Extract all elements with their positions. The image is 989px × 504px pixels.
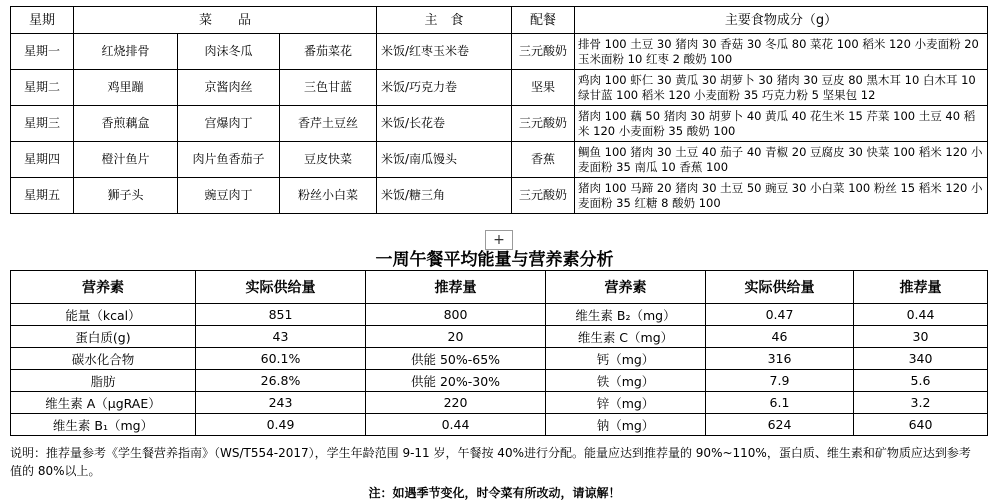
nutrient-name: 维生素 A（μgRAE） <box>11 392 196 414</box>
menu-ingredients: 鲷鱼 100 猪肉 30 土豆 40 茄子 40 青椒 20 豆腐皮 30 快菜 100 稻米 120 小麦面粉 35 南瓜 10 香蕉 100 <box>575 142 988 178</box>
menu-staple: 米饭/南瓜馒头 <box>377 142 512 178</box>
footer-note: 注：如遇季节变化，时令菜有所改动，请谅解！ <box>368 486 621 500</box>
nutrient-recommended: 220 <box>366 392 546 414</box>
explanation-note: 说明：推荐量参考《学生餐营养指南》（WS/T554-2017），学生年龄范围 9-11 岁，午餐按 40%进行分配。能量应达到推荐量的 90%~110%，蛋白质、维生素和矿物质应达到参考值的 80%以上。 <box>10 446 971 478</box>
nutrition-header-recommended: 推荐量 <box>854 271 988 304</box>
nutrient-recommended: 供能 20%-30% <box>366 370 546 392</box>
nutrient-name: 钙（mg） <box>546 348 706 370</box>
menu-header-ingredients: 主要食物成分（g） <box>575 7 988 34</box>
menu-day: 星期二 <box>11 70 74 106</box>
nutrient-actual: 624 <box>706 414 854 436</box>
section-title: 一周午餐平均能量与营养素分析 <box>375 250 614 270</box>
menu-ingredients: 猪肉 100 马蹄 20 猪肉 30 土豆 50 豌豆 30 小白菜 100 粉丝 15 稻米 120 小麦面粉 35 红糖 8 酸奶 100 <box>575 178 988 214</box>
menu-dish: 豌豆肉丁 <box>178 178 280 214</box>
nutrient-name: 维生素 C（mg） <box>546 326 706 348</box>
nutrient-actual: 60.1% <box>196 348 366 370</box>
menu-dish: 豆皮快菜 <box>280 142 377 178</box>
nutrient-name: 蛋白质(g) <box>11 326 196 348</box>
menu-dish: 橙汁鱼片 <box>74 142 178 178</box>
menu-row <box>11 106 988 142</box>
nutrient-recommended: 30 <box>854 326 988 348</box>
menu-header-staple: 主 食 <box>377 7 512 34</box>
nutrient-actual: 0.49 <box>196 414 366 436</box>
nutrient-actual: 7.9 <box>706 370 854 392</box>
menu-header-side: 配餐 <box>512 7 575 34</box>
nutrient-recommended: 5.6 <box>854 370 988 392</box>
nutrient-recommended: 0.44 <box>366 414 546 436</box>
menu-day: 星期一 <box>11 34 74 70</box>
menu-dish: 番茄菜花 <box>280 34 377 70</box>
menu-header-dishes: 菜 品 <box>74 7 377 34</box>
menu-dish: 鸡里蹦 <box>74 70 178 106</box>
menu-dish: 狮子头 <box>74 178 178 214</box>
menu-side: 三元酸奶 <box>512 34 575 70</box>
weekly-menu-table <box>10 6 988 214</box>
nutrient-recommended: 340 <box>854 348 988 370</box>
nutrition-header-actual: 实际供给量 <box>706 271 854 304</box>
nutrient-actual: 26.8% <box>196 370 366 392</box>
nutrient-actual: 46 <box>706 326 854 348</box>
menu-dish: 香芹土豆丝 <box>280 106 377 142</box>
menu-row <box>11 34 988 70</box>
menu-side: 三元酸奶 <box>512 106 575 142</box>
menu-row <box>11 142 988 178</box>
nutrient-actual: 316 <box>706 348 854 370</box>
menu-day: 星期五 <box>11 178 74 214</box>
menu-staple: 米饭/巧克力卷 <box>377 70 512 106</box>
nutrition-header-nutrient: 营养素 <box>11 271 196 304</box>
nutrition-row <box>11 414 988 436</box>
menu-staple: 米饭/红枣玉米卷 <box>377 34 512 70</box>
menu-dish: 肉沫冬瓜 <box>178 34 280 70</box>
menu-staple: 米饭/长花卷 <box>377 106 512 142</box>
menu-dish: 京酱肉丝 <box>178 70 280 106</box>
table-move-handle[interactable]: + <box>485 230 513 250</box>
menu-header-row <box>11 7 988 34</box>
menu-row <box>11 178 988 214</box>
menu-dish: 粉丝小白菜 <box>280 178 377 214</box>
nutrient-actual: 43 <box>196 326 366 348</box>
nutrient-name: 碳水化合物 <box>11 348 196 370</box>
menu-dish: 宫爆肉丁 <box>178 106 280 142</box>
nutrition-table <box>10 270 988 436</box>
nutrient-actual: 6.1 <box>706 392 854 414</box>
menu-ingredients: 鸡肉 100 虾仁 30 黄瓜 30 胡萝卜 30 猪肉 30 豆皮 80 黑木耳 10 白木耳 10 绿甘蓝 100 稻米 120 小麦面粉 35 巧克力粉 5 坚果包 12 <box>575 70 988 106</box>
nutrient-actual: 851 <box>196 304 366 326</box>
nutrition-row <box>11 326 988 348</box>
nutrient-name: 维生素 B₁（mg） <box>11 414 196 436</box>
nutrition-header-row <box>11 271 988 304</box>
nutrition-row <box>11 370 988 392</box>
menu-staple: 米饭/糖三角 <box>377 178 512 214</box>
menu-side: 三元酸奶 <box>512 178 575 214</box>
menu-dish: 香煎藕盒 <box>74 106 178 142</box>
nutrition-row <box>11 304 988 326</box>
nutrient-actual: 0.47 <box>706 304 854 326</box>
nutrition-row <box>11 392 988 414</box>
menu-side: 香蕉 <box>512 142 575 178</box>
menu-header-day: 星期 <box>11 7 74 34</box>
nutrition-header-recommended: 推荐量 <box>366 271 546 304</box>
nutrient-recommended: 供能 50%-65% <box>366 348 546 370</box>
menu-dish: 肉片鱼香茄子 <box>178 142 280 178</box>
nutrition-row <box>11 348 988 370</box>
nutrient-name: 锌（mg） <box>546 392 706 414</box>
nutrient-recommended: 800 <box>366 304 546 326</box>
nutrient-name: 脂肪 <box>11 370 196 392</box>
nutrient-recommended: 3.2 <box>854 392 988 414</box>
menu-day: 星期三 <box>11 106 74 142</box>
menu-ingredients: 猪肉 100 藕 50 猪肉 30 胡萝卜 40 黄瓜 40 花生米 15 芹菜 100 土豆 40 稻米 120 小麦面粉 35 酸奶 100 <box>575 106 988 142</box>
nutrient-name: 铁（mg） <box>546 370 706 392</box>
nutrient-actual: 243 <box>196 392 366 414</box>
menu-dish: 红烧排骨 <box>74 34 178 70</box>
menu-dish: 三色甘蓝 <box>280 70 377 106</box>
nutrient-name: 维生素 B₂（mg） <box>546 304 706 326</box>
nutrient-recommended: 640 <box>854 414 988 436</box>
menu-ingredients: 排骨 100 土豆 30 猪肉 30 香菇 30 冬瓜 80 菜花 100 稻米 120 小麦面粉 20 玉米面粉 10 红枣 2 酸奶 100 <box>575 34 988 70</box>
menu-day: 星期四 <box>11 142 74 178</box>
nutrient-name: 钠（mg） <box>546 414 706 436</box>
menu-row <box>11 70 988 106</box>
nutrient-recommended: 0.44 <box>854 304 988 326</box>
menu-side: 坚果 <box>512 70 575 106</box>
nutrition-header-nutrient: 营养素 <box>546 271 706 304</box>
nutrient-recommended: 20 <box>366 326 546 348</box>
nutrition-header-actual: 实际供给量 <box>196 271 366 304</box>
nutrient-name: 能量（kcal） <box>11 304 196 326</box>
